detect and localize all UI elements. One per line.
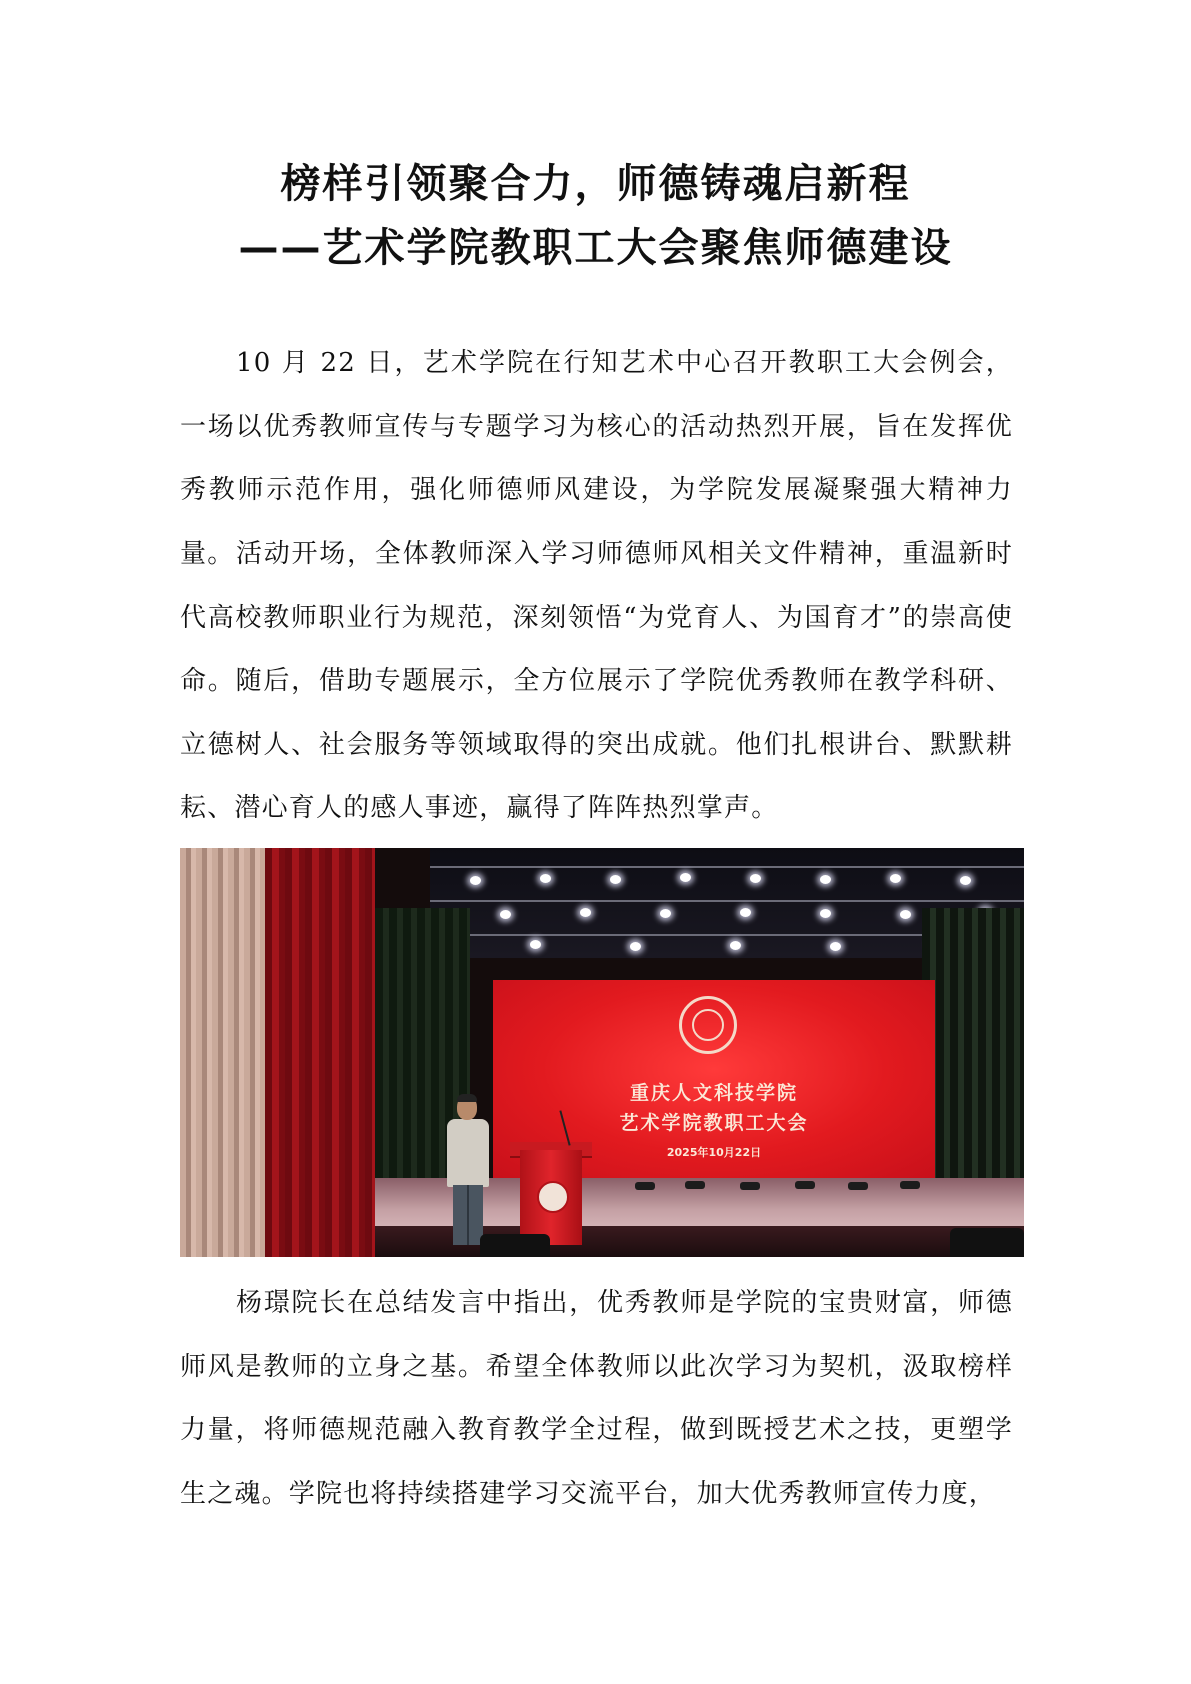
left-curtain: [180, 848, 265, 1257]
red-curtain: [265, 848, 375, 1257]
college-seal-icon: [679, 996, 737, 1054]
speaker-body: [447, 1119, 489, 1187]
article-subtitle: ——艺术学院教职工大会聚焦师德建设: [238, 225, 953, 271]
podium-seal-icon: [537, 1181, 569, 1213]
paragraph-speech: 杨璟院长在总结发言中指出，优秀教师是学院的宝贵财富，师德师风是教师的立身之基。希望全体教师以此次学习为契机，汲取榜样力量，将师德规范融入教育教学全过程，做到既授艺术之技，更塑学生之魂。学院也将持续搭建学习交流平台，加大优秀教师宣传力度，: [180, 1288, 1013, 1509]
stage-monitor: [480, 1234, 550, 1257]
article-title: 榜样引领聚合力，师德铸魂启新程: [280, 161, 911, 207]
stage-monitor: [950, 1228, 1024, 1257]
speaker-legs: [453, 1185, 483, 1245]
screen-college-name: 重庆人文科技学院: [629, 1082, 798, 1104]
event-photo: [180, 848, 1024, 1257]
paragraph-activity: 活动开场，全体教师深入学习师德师风相关文件精神，重温新时代高校教师职业行为规范，深刻领悟“为党育人、为国育才”的崇高使命。随后，借助专题展示，全方位展示了学院优秀教师在教学科研、立德树人、社会服务等领域取得的突出成就。他们扎根讲台、默默耕耘、潜心育人的感人事迹，赢得了阵阵热烈掌声。: [180, 539, 1013, 823]
paragraph-intro: 10 月 22 日，艺术学院在行知艺术中心召开教职工大会例会，一场以优秀教师宣传与专题学习为核心的活动热烈开展，旨在发挥优秀教师示范作用，强化师德师风建设，为学院发展凝聚强大精神力量。: [180, 348, 1013, 569]
screen-date: 2025年10月22日: [666, 1146, 762, 1159]
screen-event-name: 艺术学院教职工大会: [619, 1112, 809, 1134]
